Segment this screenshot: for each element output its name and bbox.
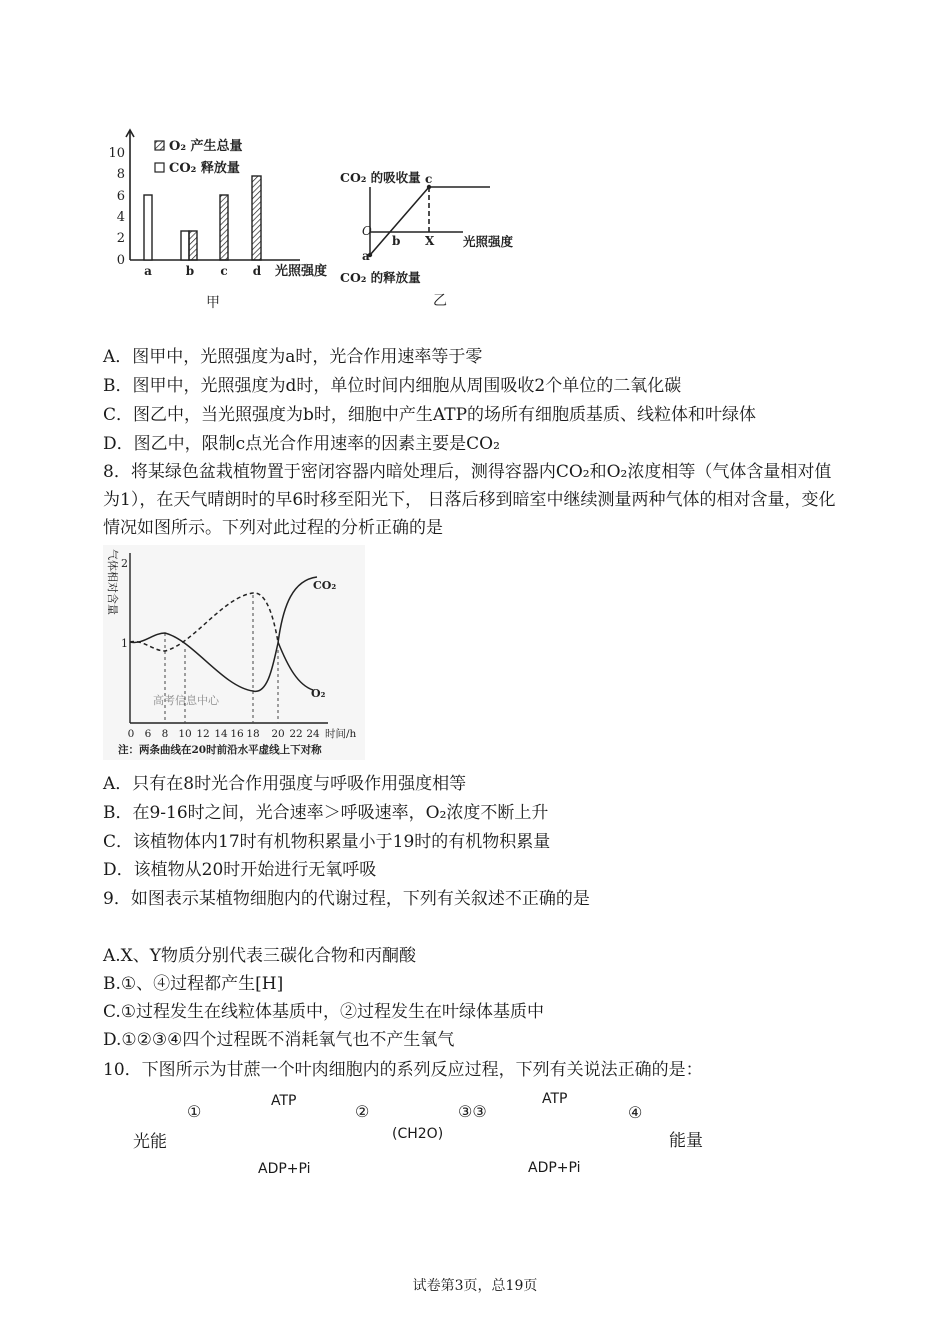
q9-option-a: A.X、Y物质分别代表三碳化合物和丙酮酸: [103, 946, 417, 966]
q8-stem: 8．将某绿色盆栽植物置于密闭容器内暗处理后，测得容器内CO₂和O₂浓度相等（气体含量相对值为1），在天气晴朗时的早6时移至阳光下， 日落后移到暗室中继续测量两种气体的相对含量，变化情况如图所示。下列对此过程的分析正确的是: [103, 462, 836, 538]
q8-option-b: B．在9-16时之间，光合速率＞呼吸速率，O₂浓度不断上升: [103, 803, 549, 823]
jia-xtick-a: a: [144, 264, 152, 278]
flow-step3: ③③: [458, 1102, 487, 1121]
flow-light: 光能: [133, 1132, 167, 1152]
flow-ch2o: (CH2O): [392, 1126, 444, 1142]
jia-xticks: [144, 264, 262, 278]
flow-adp1: ADP+Pi: [258, 1161, 311, 1177]
yi-ylabel-bottom: CO₂ 的释放量: [340, 270, 421, 285]
q10-stem: 10．下图所示为甘蔗一个叶肉细胞内的系列反应过程，下列有关说法正确的是：: [103, 1060, 703, 1080]
jia-xtick-d: d: [252, 264, 262, 278]
fig8-xtick: 24: [306, 728, 320, 740]
fig8-xtick: 22: [289, 728, 303, 740]
bar-b-co2: [181, 231, 189, 260]
jia-ytick-8: 8: [116, 167, 125, 182]
bar-d-o2: [252, 176, 261, 260]
jia-ytick-2: 2: [116, 231, 125, 246]
yi-point-x: X: [425, 234, 435, 248]
flow-atp1: ATP: [271, 1093, 297, 1109]
jia-bars: [144, 176, 261, 260]
q7-option-a: A．图甲中，光照强度为a时，光合作用速率等于零: [103, 347, 483, 367]
yi-point-b: b: [392, 234, 401, 248]
fig8-ytick-2: 2: [121, 557, 128, 570]
bar-a-co2: [144, 195, 152, 260]
fig8-series-co2: CO₂: [313, 579, 337, 592]
bar-c-o2: [220, 195, 228, 260]
q8-option-a: A．只有在8时光合作用强度与呼吸作用强度相等: [103, 774, 467, 794]
fig8-xtick: 20: [271, 728, 285, 740]
jia-ytick-6: 6: [116, 189, 125, 204]
flow-step2: ②: [355, 1102, 370, 1121]
fig8-watermark: 高考信息中心: [153, 694, 219, 707]
jia-xtick-c: c: [220, 264, 228, 278]
jia-xlabel: 光照强度: [275, 264, 328, 279]
q9-option-c: C.①过程发生在线粒体基质中，②过程发生在叶绿体基质中: [103, 1002, 545, 1022]
q9-option-d: D.①②③④四个过程既不消耗氧气也不产生氧气: [103, 1030, 455, 1050]
flow-energy: 能量: [669, 1131, 703, 1151]
fig8-xtick: 16: [230, 728, 244, 740]
q9-stem: 9．如图表示某植物细胞内的代谢过程，下列有关叙述不正确的是: [103, 889, 590, 909]
flow-atp2: ATP: [542, 1091, 568, 1107]
q9-option-b: B.①、④过程都产生[H]: [103, 974, 284, 994]
yi-point-a: a: [362, 249, 370, 263]
jia-caption: 甲: [206, 295, 220, 311]
fig8-xtick: 6: [144, 728, 152, 740]
page-footer: 试卷第3页，总19页: [412, 1278, 538, 1294]
yi-xlabel: 光照强度: [463, 234, 514, 249]
fig8-xlabel: 时间/h: [325, 728, 357, 740]
fig8-xtick: 14: [214, 728, 228, 740]
fig8-note: 注：两条曲线在20时前沿水平虚线上下对称: [118, 744, 322, 756]
jia-legend-co2: CO₂ 释放量: [169, 161, 240, 176]
fig8-series-o2: O₂: [311, 687, 326, 700]
figure-yi: [335, 165, 535, 315]
flow-step1: ①: [187, 1102, 202, 1121]
flow-step4: ④: [628, 1103, 643, 1122]
jia-ticks: [108, 146, 125, 268]
fig8-xtick: 0: [127, 728, 135, 740]
flow-adp2: ADP+Pi: [528, 1160, 581, 1176]
figure-jia: [105, 125, 335, 315]
jia-legend: [155, 138, 243, 176]
q8-option-c: C．该植物体内17时有机物积累量小于19时的有机物积累量: [103, 832, 551, 852]
yi-origin: O: [362, 224, 372, 238]
fig8-xtick: 10: [178, 728, 192, 740]
fig8-xtick: 8: [161, 728, 169, 740]
jia-legend-o2: O₂ 产生总量: [169, 139, 243, 154]
q7-option-b: B．图甲中，光照强度为d时，单位时间内细胞从周围吸收2个单位的二氧化碳: [103, 376, 682, 396]
bar-b-o2: [189, 231, 197, 260]
yi-ylabel-top: CO₂ 的吸收量: [340, 170, 421, 185]
fig8-xtick: 12: [196, 728, 210, 740]
yi-point-c: c: [425, 172, 433, 186]
fig8-ylabel: 气体相对含量: [106, 549, 119, 615]
jia-xtick-b: b: [185, 264, 195, 278]
figure-8: [103, 545, 365, 760]
yi-caption: 乙: [433, 293, 447, 309]
yi-axes: [370, 187, 463, 255]
fig8-ytick-1: 1: [121, 637, 128, 650]
fig8-xtick: 18: [246, 728, 260, 740]
q7-option-d: D．图乙中，限制c点光合作用速率的因素主要是CO₂: [103, 434, 500, 454]
q8-option-d: D．该植物从20时开始进行无氧呼吸: [103, 860, 377, 880]
jia-ytick-0: 0: [116, 253, 125, 268]
jia-ytick-4: 4: [116, 210, 125, 225]
jia-ytick-10: 10: [108, 146, 125, 161]
q7-option-c: C．图乙中，当光照强度为b时，细胞中产生ATP的场所有细胞质基质、线粒体和叶绿体: [103, 405, 757, 425]
